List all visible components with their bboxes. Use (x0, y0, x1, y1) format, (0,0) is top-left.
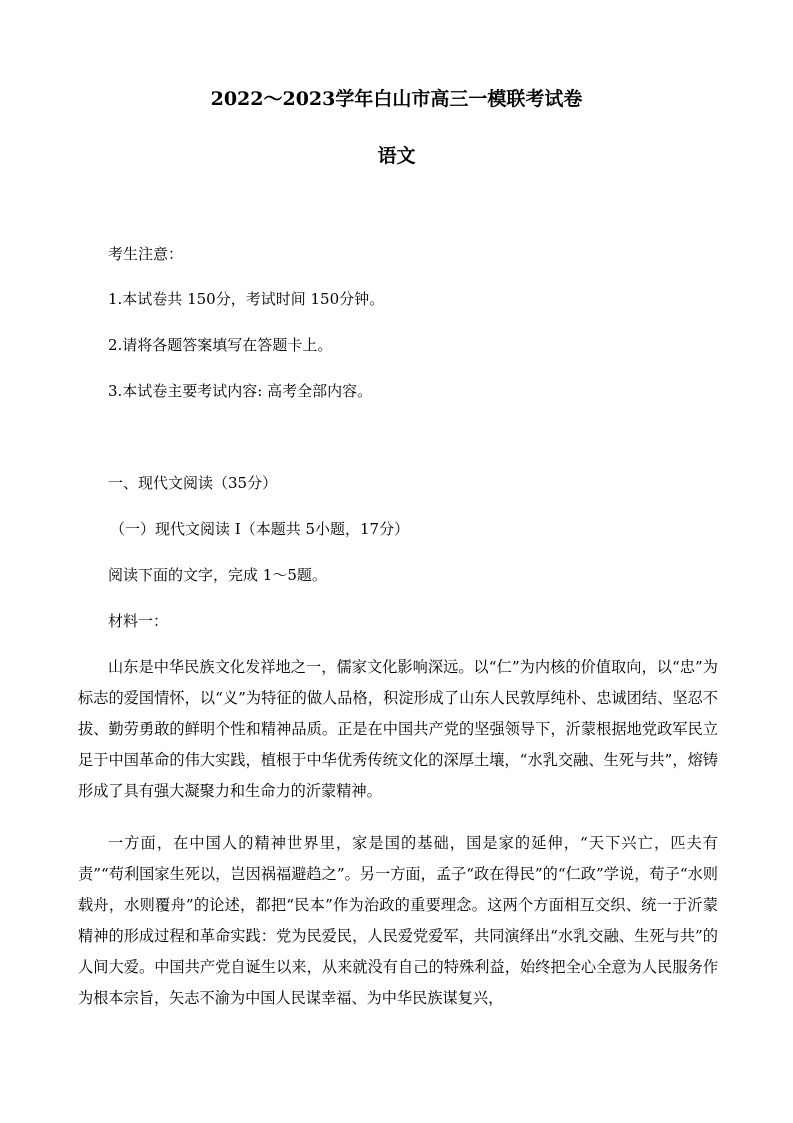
notice-item-3: 3.本试卷主要考试内容: 高考全部内容。 (108, 382, 373, 400)
reading-instruction: 阅读下面的文字，完成 1～5题。 (108, 566, 327, 584)
passage-paragraph-2: 一方面，在中国人的精神世界里，家是国的基础，国是家的延伸，“天下兴亡，匹夫有责”“苟利国家生死以，岂因祸福避趋之”。另一方面，孟子“政在得民”的“仁政”学说，荀子“水则载舟，水则覆舟”的论述，都把“民本”作为治政的重要理念。这两个方面相互交织、统一于沂蒙精神的形成过程和革命实践：党为民爱民，人民爱党爱军，共同演绎出“水乳交融、生死与共”的人间大爱。中国共产党自诞生以来，从来就没有自己的特殊利益，始终把全心全意为人民服务作为根本宗旨，矢志不渝为中国人民谋幸福、为中华民族谋复兴， (78, 834, 718, 1007)
passage-paragraph-1: 山东是中华民族文化发祥地之一，儒家文化影响深远。以“仁”为内核的价值取向，以“忠”为标志的爱国情怀，以“义”为特征的做人品格，积淀形成了山东人民敦厚纯朴、忠诚团结、坚忍不拔、勤劳勇敢的鲜明个性和精神品质。正是在中国共产党的坚强领导下，沂蒙根据地党政军民立足于中国革命的伟大实践，植根于中华优秀传统文化的深厚土壤，“水乳交融、生死与共”，熔铸形成了具有强大凝聚力和生命力的沂蒙精神。 (78, 658, 718, 800)
material-label: 材料一： (108, 612, 169, 630)
notice-heading: 考生注意： (108, 245, 184, 263)
document-title: 2022～2023学年白山市高三一模联考试卷 (210, 88, 583, 110)
notice-item-1: 1.本试卷共 150分，考试时间 150分钟。 (108, 290, 385, 308)
section-heading: 一、现代文阅读（35分） (108, 474, 278, 492)
notice-item-2: 2.请将各题答案填写在答题卡上。 (108, 336, 333, 354)
subsection-heading: （一）现代文阅读 I（本题共 5小题，17分） (110, 520, 410, 538)
document-subject: 语文 (377, 145, 416, 167)
